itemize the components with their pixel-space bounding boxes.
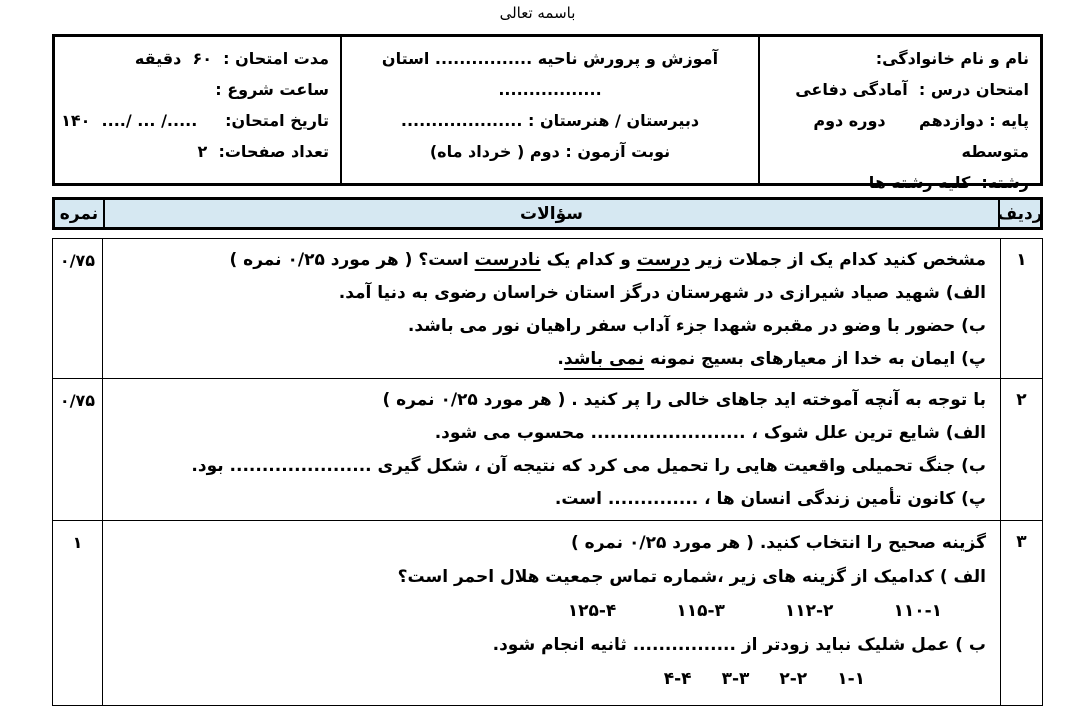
option-3-115: ۱۱۵-۳: [676, 601, 725, 621]
question-1-stem-part: است؟ ( هر مورد ۰/۲۵ نمره ): [229, 250, 475, 270]
column-header-questions: سؤالات: [520, 203, 583, 224]
question-3-content: [103, 521, 1000, 705]
exam-subject-line: امتحان درس : آمادگی دفاعی: [795, 80, 1029, 99]
question-1-stem: [117, 244, 986, 277]
question-1-item-a: الف) شهید صیاد شیرازی در شهرستان درگز استان خراسان رضوی به دنیا آمد.: [338, 283, 986, 303]
exam-duration-line: مدت امتحان : ۶۰ دقیقه: [134, 49, 329, 68]
question-3-item-b: ب ) عمل شلیک نباید زودتر از ................ ثانیه انجام شود.: [492, 635, 986, 655]
question-row-1: [53, 239, 1042, 379]
question-2-item-a: الف) شایع ترین علل شوک ، ........................ محسوب می شود.: [434, 423, 986, 443]
school-name-line: دبیرستان / هنرستان : ....................: [400, 111, 700, 130]
exam-date-line: تاریخ امتحان: ...../ ... /.... ۱۴۰: [61, 111, 329, 130]
bismillah-text: باسمه تعالی: [499, 4, 576, 22]
question-1-score: ۰/۷۵: [53, 239, 103, 378]
question-1-item-c-part: پ) ایمان به خدا از معیارهای بسیج نمونه: [644, 349, 986, 369]
page-count-line: تعداد صفحات: ۲: [197, 142, 329, 161]
option-3-3: ۳-۳: [721, 669, 750, 689]
option-2-112: ۱۱۲-۲: [784, 601, 834, 621]
column-header-row-number: ردیف: [998, 200, 1040, 227]
question-2-number: ۲: [1000, 379, 1042, 520]
exam-term-line: نوبت آزمون : دوم ( خرداد ماه): [429, 142, 671, 161]
student-info-cell: [758, 37, 1040, 192]
option-2-2: ۲-۲: [779, 669, 808, 689]
question-2-stem: با توجه به آنچه آموخته اید جاهای خالی را پر کنید . ( هر مورد ۰/۲۵ نمره ): [382, 390, 986, 410]
grade-level-line: پایه : دوازدهم دوره دوم متوسطه: [807, 111, 1029, 161]
question-2-item-c: پ) کانون تأمین زندگی انسان ها ، .............. است.: [554, 489, 986, 509]
question-2-score: ۰/۷۵: [53, 379, 103, 520]
question-row-2: [53, 379, 1042, 521]
student-name-label: نام و نام خانوادگی:: [875, 49, 1029, 68]
question-1-item-b: ب) حضور با وضو در مقبره شهدا جزء آداب سفر راهیان نور می باشد.: [407, 316, 986, 336]
education-district-line: آموزش و پرورش ناحیه ................ استان .................: [376, 49, 719, 99]
question-1-stem-underlined-correct: درست: [636, 250, 690, 270]
question-3-item-a: الف ) کدامیک از گزینه های زیر ،شماره تماس جمعیت هلال احمر است؟: [397, 567, 986, 587]
option-1-1: ۱-۱: [837, 669, 865, 689]
question-1-item-c-period: .: [557, 349, 564, 369]
question-1-stem-part: مشخص کنید کدام یک از جملات زیر: [689, 250, 986, 270]
question-2-item-b: ب) جنگ تحمیلی واقعیت هایی را تحمیل می کرد که نتیجه آن ، شکل گیری ...................... بود.: [191, 456, 986, 476]
question-1-item-c-underlined: نمی باشد: [563, 349, 645, 369]
question-1-stem-underlined-incorrect: نادرست: [474, 250, 541, 270]
exam-info-table: [52, 34, 1043, 192]
question-1-number: ۱: [1000, 239, 1042, 378]
question-3-number: ۳: [1000, 521, 1042, 705]
question-3a-options: [117, 594, 986, 628]
question-1-item-c: [117, 343, 986, 376]
questions-table: [52, 238, 1043, 706]
field-of-study-line: رشته: کلیه رشته ها: [868, 173, 1029, 192]
column-header-score: نمره: [55, 200, 105, 227]
questions-table-header: [52, 197, 1043, 230]
question-1-stem-part: و کدام یک: [540, 250, 637, 270]
organization-cell: [340, 37, 758, 183]
exam-start-time-line: ساعت شروع :: [215, 80, 329, 99]
option-4-125: ۱۲۵-۴: [567, 601, 617, 621]
question-3-score: ۱: [53, 521, 103, 705]
option-1-110: ۱۱۰-۱: [893, 601, 942, 621]
exam-details-cell: [55, 37, 340, 183]
option-4-4: ۴-۴: [663, 669, 692, 689]
question-3-stem: گزینه صحیح را انتخاب کنید. ( هر مورد ۰/۲۵ نمره ): [570, 533, 986, 553]
question-row-3: [53, 521, 1042, 705]
question-1-content: [103, 239, 1000, 378]
question-3b-options: [117, 662, 986, 696]
question-2-content: [103, 379, 1000, 520]
